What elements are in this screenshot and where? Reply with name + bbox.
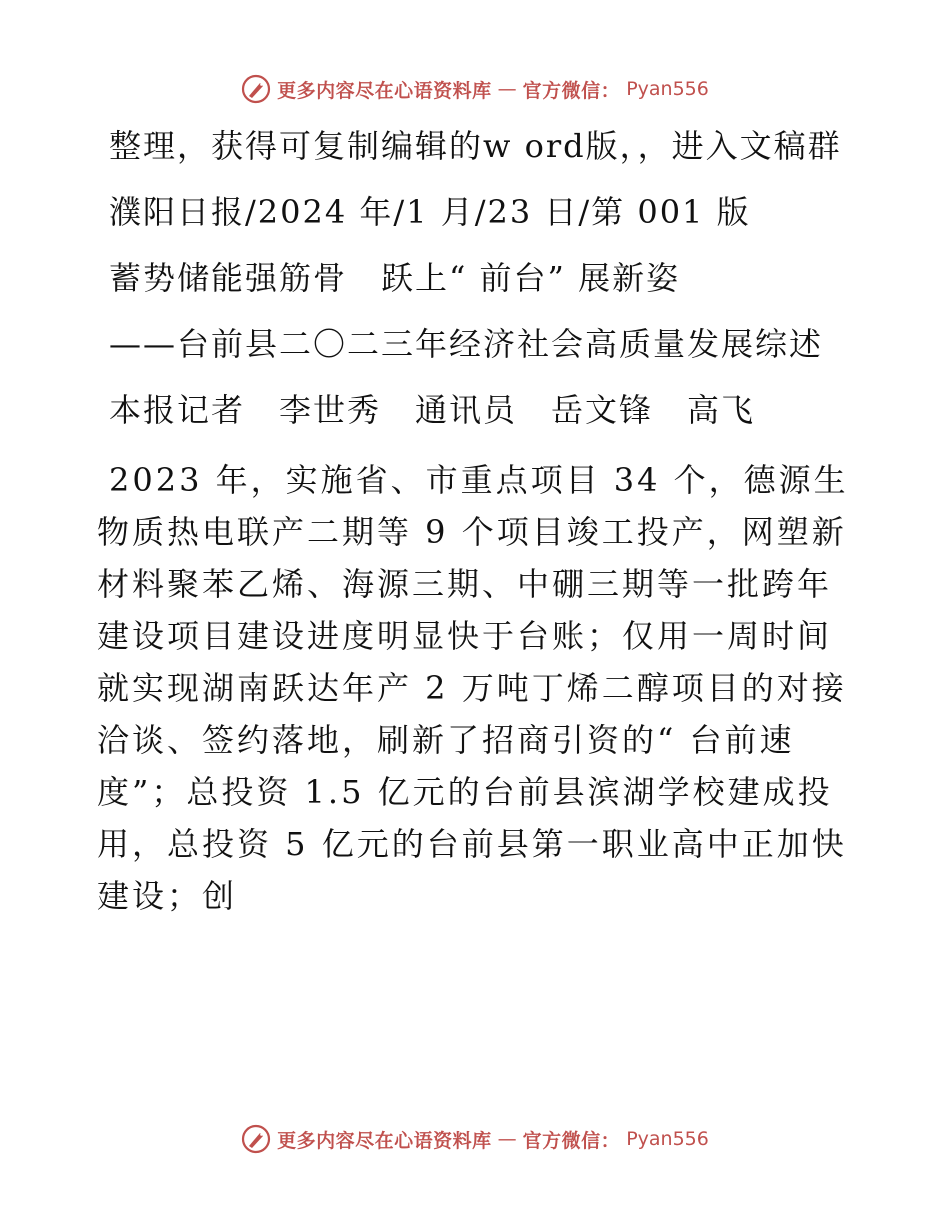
watermark-wechat-id: Pyan556	[626, 1128, 709, 1150]
watermark-separator: —	[497, 78, 517, 100]
article-subheadline: ——台前县二〇二三年经济社会高质量发展综述	[109, 325, 824, 363]
intro-note: 整理，获得可复制编辑的w ord版，，进入文稿群	[109, 127, 842, 165]
pen-nib-circle-icon	[241, 1124, 271, 1154]
footer-watermark	[0, 1124, 950, 1154]
article-headline: 蓄势储能强筋骨 跃上“ 前台” 展新姿	[109, 259, 681, 297]
watermark-tagline: 更多内容尽在心语资料库	[277, 1129, 492, 1152]
header-watermark	[0, 74, 950, 104]
publication-line: 濮阳日报/2024 年/1 月/23 日/第 001 版	[109, 193, 751, 231]
watermark-wechat-id: Pyan556	[626, 78, 709, 100]
watermark-tagline: 更多内容尽在心语资料库	[277, 79, 492, 102]
watermark-separator: —	[497, 1128, 517, 1150]
document-body	[97, 124, 849, 944]
byline: 本报记者 李世秀 通讯员 岳文锋 高飞	[109, 391, 756, 429]
pen-nib-circle-icon	[241, 74, 271, 104]
watermark-wechat-label: 官方微信：	[522, 79, 621, 102]
watermark-wechat-label: 官方微信：	[522, 1129, 621, 1152]
body-paragraph: 2023 年，实施省、市重点项目 34 个，德源生物质热电联产二期等 9 个项目竣工投产，网塑新材料聚苯乙烯、海源三期、中硼三期等一批跨年建设项目建设进度明显快于台账；仅用一周时间就实现湖南跃达年产 2 万吨丁烯二醇项目的对接洽谈、签约落地，刷新了招商引资的“ 台前速度”；总投资 1.5 亿元的台前县滨湖学校建成投用，总投资 5 亿元的台前县第一职业高中正加快建设；创	[97, 461, 849, 915]
